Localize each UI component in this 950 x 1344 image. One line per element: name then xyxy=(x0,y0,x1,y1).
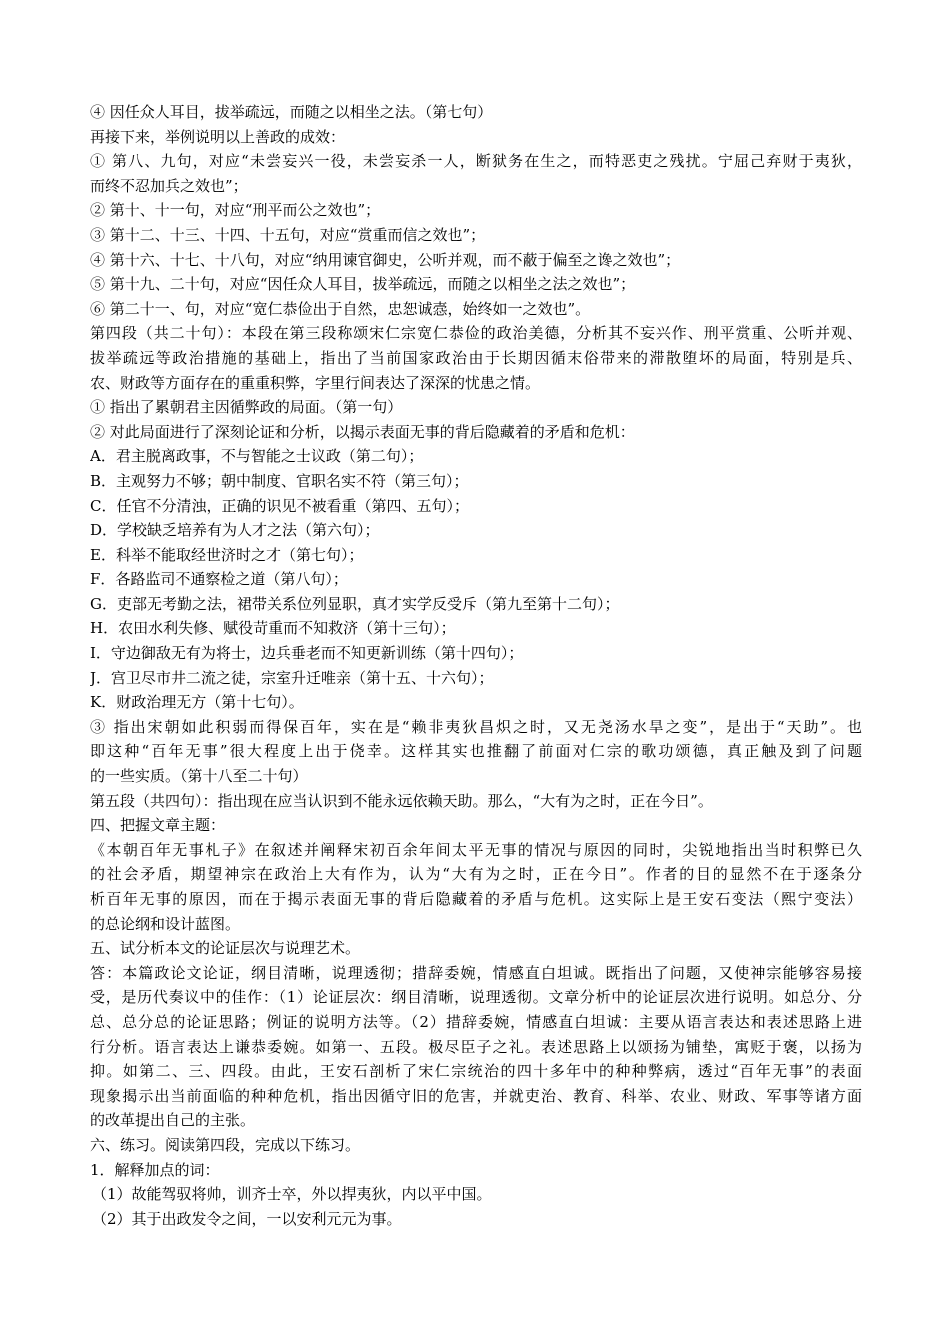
text-line: G．吏部无考勤之法，裙带关系位列显职，真才实学反受斥（第九至第十二句）； xyxy=(90,594,620,613)
section-heading: 五、试分析本文的论证层次与说理艺术。 xyxy=(90,939,361,958)
text-line: 第五段（共四句）：指出现在应当认识到不能永远依赖天助。那么，“大有为之时，正在今日”。 xyxy=(90,791,713,810)
section-heading: 六、练习。阅读第四段，完成以下练习。 xyxy=(90,1135,361,1154)
text-line: I．守边御敌无有为将士，边兵垂老而不知更新训练（第十四句）； xyxy=(90,644,524,663)
text-line: ③ 第十二、十三、十四、十五句，对应“赏重而信之效也”； xyxy=(90,225,486,244)
text-line: 拔举疏远等政治措施的基础上，指出了当前国家政治由于长期因循末俗带来的滞散堕坏的局面，特别是兵、 xyxy=(90,348,862,367)
text-line: ① 指出了累朝君主因循弊政的局面。（第一句） xyxy=(90,398,403,417)
text-line: 的改革提出自己的主张。 xyxy=(90,1111,256,1130)
text-line: 析百年无事的原因，而在于揭示表面无事的背后隐藏着的矛盾与危机。这实际上是王安石变法（熙宁变法） xyxy=(90,890,862,908)
text-line: B．主观努力不够；朝中制度、官职名实不符（第三句）； xyxy=(90,471,469,490)
text-line: ① 第八、九句，对应“未尝妄兴一役，未尝妄杀一人，断狱务在生之，而特恶吏之残扰。宁屈己弃财于夷狄， xyxy=(90,152,862,171)
text-line: ⑤ 第十九、二十句，对应“因任众人耳目，拔举疏远，而随之以相坐之法之效也”； xyxy=(90,275,636,294)
text-line: 受，是历代奏议中的佳作：（1）论证层次：纲目清晰，说理透彻。文章分析中的论证层次进行说明。如总分、分 xyxy=(90,988,862,1007)
text-line: ④ 因任众人耳目，拔举疏远，而随之以相坐之法。（第七句） xyxy=(90,103,493,121)
text-line: 1．解释加点的词： xyxy=(90,1160,220,1179)
text-line: 抑。如第二、三、四段。由此，王安石剖析了宋仁宗统治的四十多年中的种种弊病，透过“百年无事”的表面 xyxy=(90,1062,862,1081)
text-line: 的一些实质。（第十八至二十句） xyxy=(90,767,308,786)
text-line: J．宫卫尽市井二流之徒，宗室升迁唯亲（第十五、十六句）； xyxy=(90,668,494,687)
text-line: 而终不忍加兵之效也”； xyxy=(90,176,248,195)
text-line: 《本朝百年无事札子》在叙述并阐释宋初百余年间太平无事的情况与原因的同时，尖锐地指出当时积弊已久 xyxy=(90,840,862,859)
section-heading: 四、把握文章主题： xyxy=(90,816,226,835)
text-line: A．君主脱离政事，不与智能之士议政（第二句）； xyxy=(90,447,424,466)
text-line: 的总论纲和设计蓝图。 xyxy=(90,914,241,933)
text-line: ④ 第十六、十七、十八句，对应“纳用谏官御史，公听并观，而不蔽于偏至之谗之效也”； xyxy=(90,250,681,269)
document-page xyxy=(90,100,862,1231)
text-line: ⑥ 第二十一、句，对应“宽仁恭俭出于自然，忠恕诚悫，始终如一之效也”。 xyxy=(90,299,591,318)
text-line: 的社会矛盾，期望神宗在政治上大有作为，认为“大有为之时，正在今日”。作者的目的显然不在于逐条分 xyxy=(90,865,862,884)
text-line: 总、总分总的论证思路；例证的说明方法等。（2）措辞委婉，情感直白坦诚：主要从语言表达和表述思路上进 xyxy=(90,1012,862,1031)
text-line: C．任官不分清浊，正确的识见不被看重（第四、五句）； xyxy=(90,496,469,515)
text-line: 农、财政等方面存在的重重积弊，字里行间表达了深深的忧患之情。 xyxy=(90,373,541,392)
text-line: ② 第十、十一句，对应“刑平而公之效也”； xyxy=(90,201,381,220)
text-line: ③ 指出宋朝如此积弱而得保百年，实在是“赖非夷狄昌炽之时，又无尧汤水旱之变”，是出于“天助”。也 xyxy=(90,717,862,736)
text-line: F．各路监司不通察检之道（第八句）； xyxy=(90,570,348,589)
text-line: D．学校缺乏培养有为人才之法（第六句）； xyxy=(90,521,380,540)
text-line: ② 对此局面进行了深刻论证和分析，以揭示表面无事的背后隐藏着的矛盾和危机： xyxy=(90,422,635,441)
text-line: （1）故能驾驭将帅，训齐士卒，外以捍夷狄，内以平中国。 xyxy=(92,1185,492,1204)
text-line: 即这种“百年无事”很大程度上出于侥幸。这样其实也推翻了前面对仁宗的歌功颂德，真正触及到了问题 xyxy=(90,742,862,761)
text-line: 第四段（共二十句）：本段在第三段称颂宋仁宗宽仁恭俭的政治美德，分析其不妄兴作、刑平赏重、公听并观、 xyxy=(90,324,862,343)
text-line: 答：本篇政论文论证，纲目清晰，说理透彻；措辞委婉，情感直白坦诚。既指出了问题，又使神宗能够容易接 xyxy=(90,963,862,982)
text-line: E．科举不能取经世济时之才（第七句）； xyxy=(90,545,364,564)
text-line: 再接下来，举例说明以上善政的成效： xyxy=(90,127,346,146)
text-line: K．财政治理无方（第十七句）。 xyxy=(90,693,304,712)
text-line: 行分析。语言表达上谦恭委婉。如第一、五段。极尽臣子之礼。表述思路上以颂扬为铺垫，寓贬于褒，以扬为 xyxy=(90,1037,862,1056)
text-line: （2）其于出政发令之间，一以安利元元为事。 xyxy=(92,1209,402,1228)
text-line: 现象揭示出当前面临的种种危机，指出因循守旧的危害，并就吏治、教育、科举、农业、财政、军事等诸方面 xyxy=(90,1086,862,1105)
text-line: H．农田水利失修、赋役苛重而不知救济（第十三句）； xyxy=(90,619,456,638)
